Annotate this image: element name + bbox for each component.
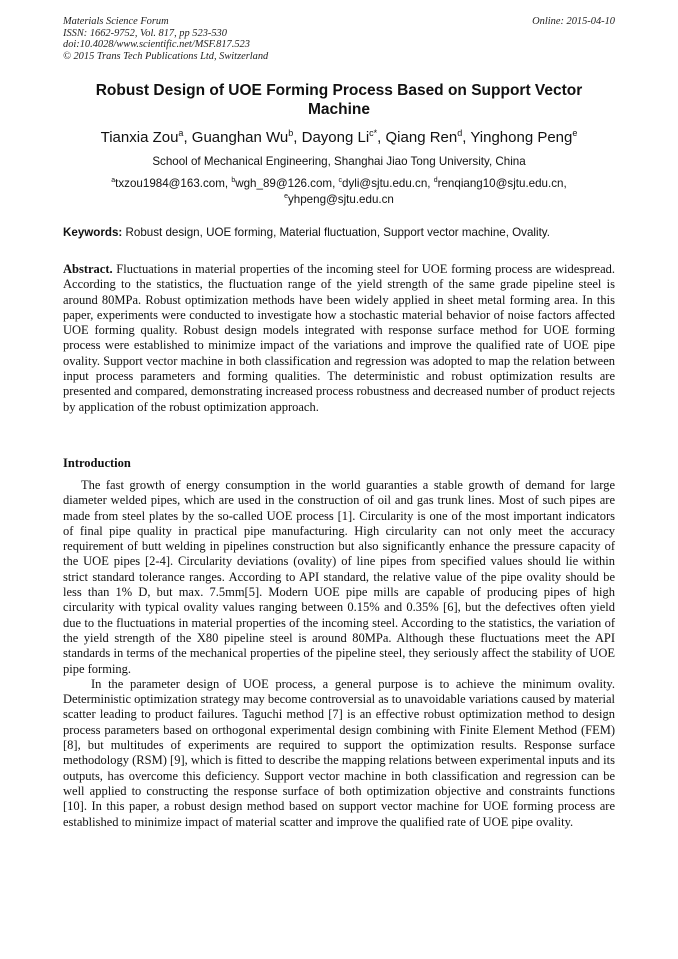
author-name: Tianxia Zou bbox=[100, 129, 179, 146]
email-address[interactable]: txzou1984@163.com bbox=[115, 177, 225, 190]
journal-header bbox=[63, 16, 268, 62]
author-marker: d bbox=[457, 128, 463, 138]
author-marker: c* bbox=[369, 128, 378, 138]
email-marker: c bbox=[338, 177, 343, 185]
paragraph: The fast growth of energy consumption in the world guaranties a stable growth of demand for large diameter welded pipes, which are used in the construction of oil and gas trunk lines. Most of such pipes are made from steel plates by the so-called UOE process [1]. Circularity is one of the most important indicators of final pipe quality in practical pipe manufacturing. High circularity can not only meet the accuracy requirement of butt welding in pipelines construction but also significantly enhance the pressure capacity of the UOE pipes [2-4]. Circularity deviations (ovality) of line pipes from specified values should lie within strict standard tolerance ranges. According to API standard, the relative value of the pipe ovality should be less than 1% D, but max. 7.5mm[5]. Modern UOE pipe mills are capable of producing pipes of high circularity with typical ovality values ranging between 0.15% and 0.35% [6], but the defectives often yield due to the fluctuations in material properties of the incoming steel. According to the statistics, the variation of the yield strength of the X80 pipeline steel is around 80MPa. Although these fluctuations meet the API standards in terms of the mechanical properties of the pipeline steel, they seriously affect the stability of UOE pipe forming. bbox=[63, 478, 615, 676]
author-marker: e bbox=[572, 128, 578, 138]
email-marker: d bbox=[433, 177, 438, 185]
email-address[interactable]: wgh_89@126.com bbox=[235, 177, 333, 190]
author-name: Guanghan Wu bbox=[191, 129, 289, 146]
email-marker: e bbox=[284, 192, 288, 200]
author-name: Yinghong Peng bbox=[470, 129, 573, 146]
email-address[interactable]: renqiang10@sjtu.edu.cn bbox=[437, 177, 564, 190]
online-date: Online: 2015-04-10 bbox=[532, 16, 615, 27]
author-name: Dayong Li bbox=[301, 129, 370, 146]
introduction-body bbox=[63, 478, 615, 830]
copyright-line: © 2015 Trans Tech Publications Ltd, Switzerland bbox=[63, 50, 269, 62]
author-list: Tianxia Zou$^a$, Guanghan Wu$^b$, Dayong $Li^{c*}$, Qiang Ren$^d$, Yinghong Peng$^e$ bbox=[100, 128, 578, 146]
paragraph: In the parameter design of UOE process, a general purpose is to achieve the minimum ovality. Deterministic optimization strategy may become controversial as to unavoidable variations caused by material scatter leading to product failures. Taguchi method [7] is an effective robust optimization method to design process parameters based on orthogonal experimental design combining with Finite Element Method (FEM) [8], but multitudes of experiments are required to support the optimization results. Response surface methodology (RSM) [9], which is fitted to describe the mapping relations between experimental inputs and its outputs, has overcome this deficiency. Support vector machine in both classification and regression can be well applied to constructing the response surface of both optimization objective and constraints functions [10]. In this paper, a robust design method based on support vector machine for UOE forming process are established to minimize impact of material scatter and improve the qualified rate of UOE pipe ovality. bbox=[63, 676, 615, 829]
author-marker: b bbox=[288, 128, 294, 138]
keywords-label: Keywords: bbox=[63, 226, 123, 239]
author-marker: a bbox=[178, 128, 184, 138]
email-address[interactable]: yhpeng@sjtu.edu.cn bbox=[287, 192, 394, 206]
email-marker: a bbox=[111, 177, 116, 185]
abstract bbox=[63, 262, 615, 415]
keywords bbox=[63, 226, 615, 240]
doi-line: doi:10.4028/www.scientific.net/MSF.817.523 bbox=[63, 39, 250, 51]
section-heading-introduction: Introduction bbox=[63, 456, 131, 470]
journal-name: Materials Science Forum bbox=[63, 16, 169, 27]
email-address[interactable]: dyli@sjtu.edu.cn bbox=[342, 177, 428, 190]
author-name: Qiang Ren bbox=[385, 129, 458, 146]
paper-title: Robust Design of UOE Forming Process Based on Support Vector Machine bbox=[95, 82, 583, 118]
affiliation: School of Mechanical Engineering, Shanghai Jiao Tong University, China bbox=[152, 155, 526, 168]
keywords-text: Robust design, UOE forming, Material fluctuation, Support vector machine, Ovality. bbox=[125, 226, 550, 239]
abstract-label: Abstract. bbox=[63, 262, 113, 276]
email-list: $^a$txzou1984@163.com, $^b$wgh_89@126.com, $^c$dyli@sjtu.edu.cn, $^d$renqiang10@sjtu.edu.cn, $^e$yhpeng@sjtu.edu.cn bbox=[111, 177, 567, 206]
abstract-text: Fluctuations in material properties of the incoming steel for UOE forming process are widespread. According to the statistics, the fluctuation range of the yield strength of the same grade pipeline steel is around 80MPa. Robust optimization methods have been widely applied in sheet metal forming area. In this paper, experiments were conducted to investigate how a stochastic material behavior of noise factors affected UOE forming quality. Robust design models integrated with response surface method for UOE forming process were established to minimize impact of the variations and improve the qualified rate of UOE pipe ovality. Support vector machine in both classification and regression was adopted to map the relation between input process parameters and forming qualities. The deterministic and robust optimization results are presented and compared, demonstrating increased process robustness and decreased number of product rejects by application of the robust optimization approach. bbox=[63, 262, 616, 414]
issn-line: ISSN: 1662-9752, Vol. 817, pp 523-530 bbox=[63, 27, 227, 39]
email-marker: b bbox=[231, 177, 236, 185]
